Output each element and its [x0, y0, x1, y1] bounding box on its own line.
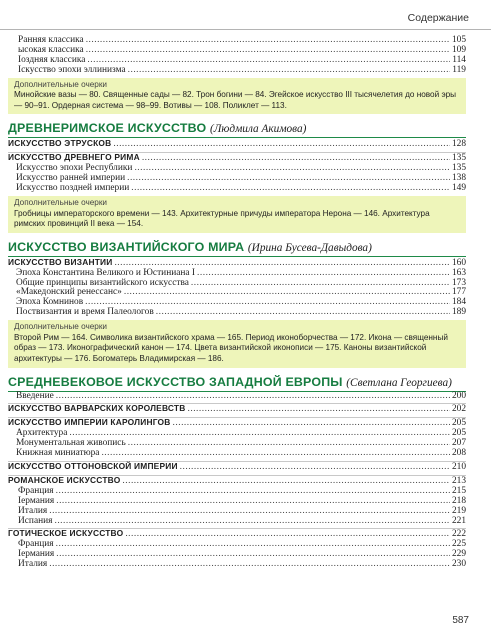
leader-dots [56, 392, 450, 402]
entry-page: 135 [451, 163, 466, 174]
entry-page: 135 [451, 153, 466, 164]
entry-title: Искусство эпохи Республики [16, 163, 133, 174]
entry-page: 160 [451, 257, 466, 268]
toc-entry[interactable] [8, 139, 466, 150]
toc-entry[interactable] [8, 66, 466, 76]
entry-title: Эпоха Комнинов [16, 297, 84, 308]
toc-entry[interactable] [8, 550, 466, 560]
entry-page: 207 [451, 438, 466, 449]
entry-title: Испания [18, 515, 53, 526]
toc-entry[interactable] [8, 528, 466, 540]
entry-title: Іермания [18, 495, 55, 506]
entry-title: Іоздняя классика [18, 54, 86, 65]
toc-entry[interactable] [8, 507, 466, 517]
entry-page: 177 [451, 287, 466, 298]
toc-entry[interactable] [8, 403, 466, 415]
toc-entry[interactable] [8, 258, 466, 269]
entry-title: ИСКУССТВО ЭТРУСКОВ [8, 138, 112, 149]
leader-dots [49, 560, 450, 570]
note-title: Дополнительные очерки [14, 197, 107, 207]
entry-title: Франция [18, 485, 54, 496]
leader-dots [122, 477, 450, 487]
leader-dots [124, 288, 450, 298]
toc-section-roman [8, 121, 466, 232]
page-number: 587 [452, 615, 469, 626]
running-head: Содержание [407, 12, 469, 24]
entry-page: 128 [451, 139, 466, 150]
leader-dots [125, 530, 450, 540]
leader-dots [180, 463, 450, 473]
leader-dots [56, 497, 450, 507]
entry-page: 229 [451, 549, 466, 560]
entry-title: ИСКУССТВО ОТТОНОВСКОЙ ИМПЕРИИ [8, 460, 178, 471]
toc-entry[interactable] [8, 540, 466, 550]
leader-dots [127, 174, 450, 184]
entry-title: Іскусство эпохи эллинизма [18, 64, 126, 75]
leader-dots [191, 279, 450, 289]
note-text: Минойские вазы — 80. Священные сады — 82. Трон богини — 84. Эгейское искусство III тысячелетия до новой эры — 90–91. Ордерная система — 98–99. Вотивы — 108. Поликлет — 113. [14, 90, 457, 110]
toc-content [8, 36, 466, 570]
entry-title: Италия [18, 559, 48, 570]
entry-title: ИСКУССТВО ИМПЕРИИ КАРОЛИНГОВ [8, 417, 171, 428]
entry-title: Поствизантия и время Палеологов [16, 307, 154, 318]
entry-page: 202 [451, 404, 466, 415]
entry-page: 149 [451, 183, 466, 194]
entry-page: 163 [451, 267, 466, 278]
entry-title: Искусство ранней империи [16, 173, 126, 184]
entry-title: Эпоха Константина Великого и Юстиниана I [16, 267, 196, 278]
entry-title: ысокая классика [18, 44, 84, 55]
entry-page: 219 [451, 505, 466, 516]
entry-page: 222 [451, 529, 466, 540]
entry-page: 210 [451, 461, 466, 472]
toc-entry[interactable] [8, 417, 466, 429]
entry-page: 218 [451, 495, 466, 506]
entry-page: 173 [451, 277, 466, 288]
leader-dots [101, 449, 449, 459]
entry-title: Искусство поздней империи [16, 183, 130, 194]
entry-page: 205 [451, 428, 466, 439]
entry-title: ИСКУССТВО ВИЗАНТИИ [8, 256, 113, 267]
entry-page: 138 [451, 173, 466, 184]
entry-title: Италия [18, 505, 48, 516]
toc-section-byzantine [8, 240, 466, 368]
entry-title: ИСКУССТВО ВАРВАРСКИХ КОРОЛЕВСТВ [8, 403, 186, 414]
section-title [8, 121, 466, 138]
leader-dots [69, 429, 450, 439]
toc-entry[interactable] [8, 560, 466, 570]
entry-title: Архитектура [16, 428, 68, 439]
entry-page: 119 [452, 64, 466, 75]
entry-title: ГОТИЧЕСКОЕ ИСКУССТВО [8, 528, 124, 539]
toc-entry[interactable] [8, 308, 466, 318]
section-title [8, 375, 466, 392]
entry-page: 205 [451, 418, 466, 429]
leader-dots [128, 439, 450, 449]
leader-dots [188, 405, 450, 415]
leader-dots [128, 66, 451, 76]
toc-entry[interactable] [8, 184, 466, 194]
entry-title: Франция [18, 539, 54, 550]
toc-entry[interactable] [8, 392, 466, 402]
leader-dots [54, 517, 449, 527]
section-author: (Ирина Бусева-Давыдова) [247, 241, 372, 254]
entry-title: «Македонский ренессанс» [16, 287, 122, 298]
additional-essays-box [8, 78, 466, 115]
section-name: ДРЕВНЕРИМСКОЕ ИСКУССТВО [8, 121, 207, 136]
entry-title: Монументальная живопись [16, 438, 126, 449]
leader-dots [56, 550, 450, 560]
leader-dots [131, 184, 450, 194]
leader-dots [86, 46, 450, 56]
entry-title: Общие принципы византийского искусства [16, 277, 189, 288]
leader-dots [86, 36, 450, 46]
leader-dots [56, 540, 450, 550]
entry-page: 225 [451, 539, 466, 550]
section-name: ИСКУССТВО ВИЗАНТИЙСКОГО МИРА [8, 239, 245, 254]
section-title [8, 240, 466, 257]
entry-page: 109 [451, 44, 466, 55]
toc-entry[interactable] [8, 487, 466, 497]
leader-dots [56, 487, 450, 497]
note-text: Второй Рим — 164. Символика византийского храма — 165. Период иконоборчества — 172. Икона — священный образ — 173. Иконографический канон — 174. Цвета византийской иконописи — 175. Каноны византийской архитектуры — 176. Богоматерь Владимирская — 186. [14, 332, 448, 363]
section-name: СРЕДНЕВЕКОВОЕ ИСКУССТВО ЗАПАДНОЙ ЕВРОПЫ [8, 374, 343, 389]
toc-section-medieval [8, 375, 466, 571]
additional-essays-box [8, 196, 466, 233]
entry-page: 114 [452, 54, 466, 65]
note-title: Дополнительные очерки [14, 79, 107, 89]
entry-page: 208 [451, 448, 466, 459]
header-rule [0, 29, 491, 30]
note-title: Дополнительные очерки [14, 322, 107, 332]
toc-entry[interactable] [8, 461, 466, 473]
toc-block-greek [8, 36, 466, 114]
leader-dots [49, 507, 450, 517]
section-author: (Людмила Акимова) [210, 123, 307, 136]
additional-essays-box [8, 320, 466, 367]
entry-page: 213 [451, 475, 466, 486]
entry-title: ИСКУССТВО ДРЕВНЕГО РИМА [8, 152, 140, 163]
leader-dots [113, 140, 450, 150]
toc-entry[interactable] [8, 449, 466, 459]
entry-page: 184 [451, 297, 466, 308]
section-author: (Светлана Георгиева) [346, 376, 452, 389]
note-text: Гробницы императорского времени — 143. Архитектурные причуды императора Нерона — 146. Архитектура римских провинций II века — 154. [14, 208, 430, 229]
toc-entry[interactable] [8, 475, 466, 487]
entry-page: 230 [451, 559, 466, 570]
leader-dots [134, 164, 450, 174]
leader-dots [142, 154, 450, 164]
entry-page: 221 [451, 515, 466, 526]
entry-page: 189 [451, 307, 466, 318]
entry-page: 215 [451, 485, 466, 496]
entry-title: РОМАНСКОЕ ИСКУССТВО [8, 474, 121, 485]
toc-entry[interactable] [8, 497, 466, 507]
entry-page: 105 [451, 35, 466, 45]
leader-dots [87, 56, 450, 66]
leader-dots [197, 269, 450, 279]
entry-title: Книжная миниатюра [16, 448, 100, 459]
leader-dots [156, 308, 450, 318]
toc-entry[interactable] [8, 517, 466, 527]
entry-page: 200 [451, 390, 466, 401]
entry-title: Іермания [18, 549, 55, 560]
entry-title: Ранняя классика [18, 35, 84, 45]
entry-title: Введение [16, 390, 54, 401]
leader-dots [173, 419, 450, 429]
